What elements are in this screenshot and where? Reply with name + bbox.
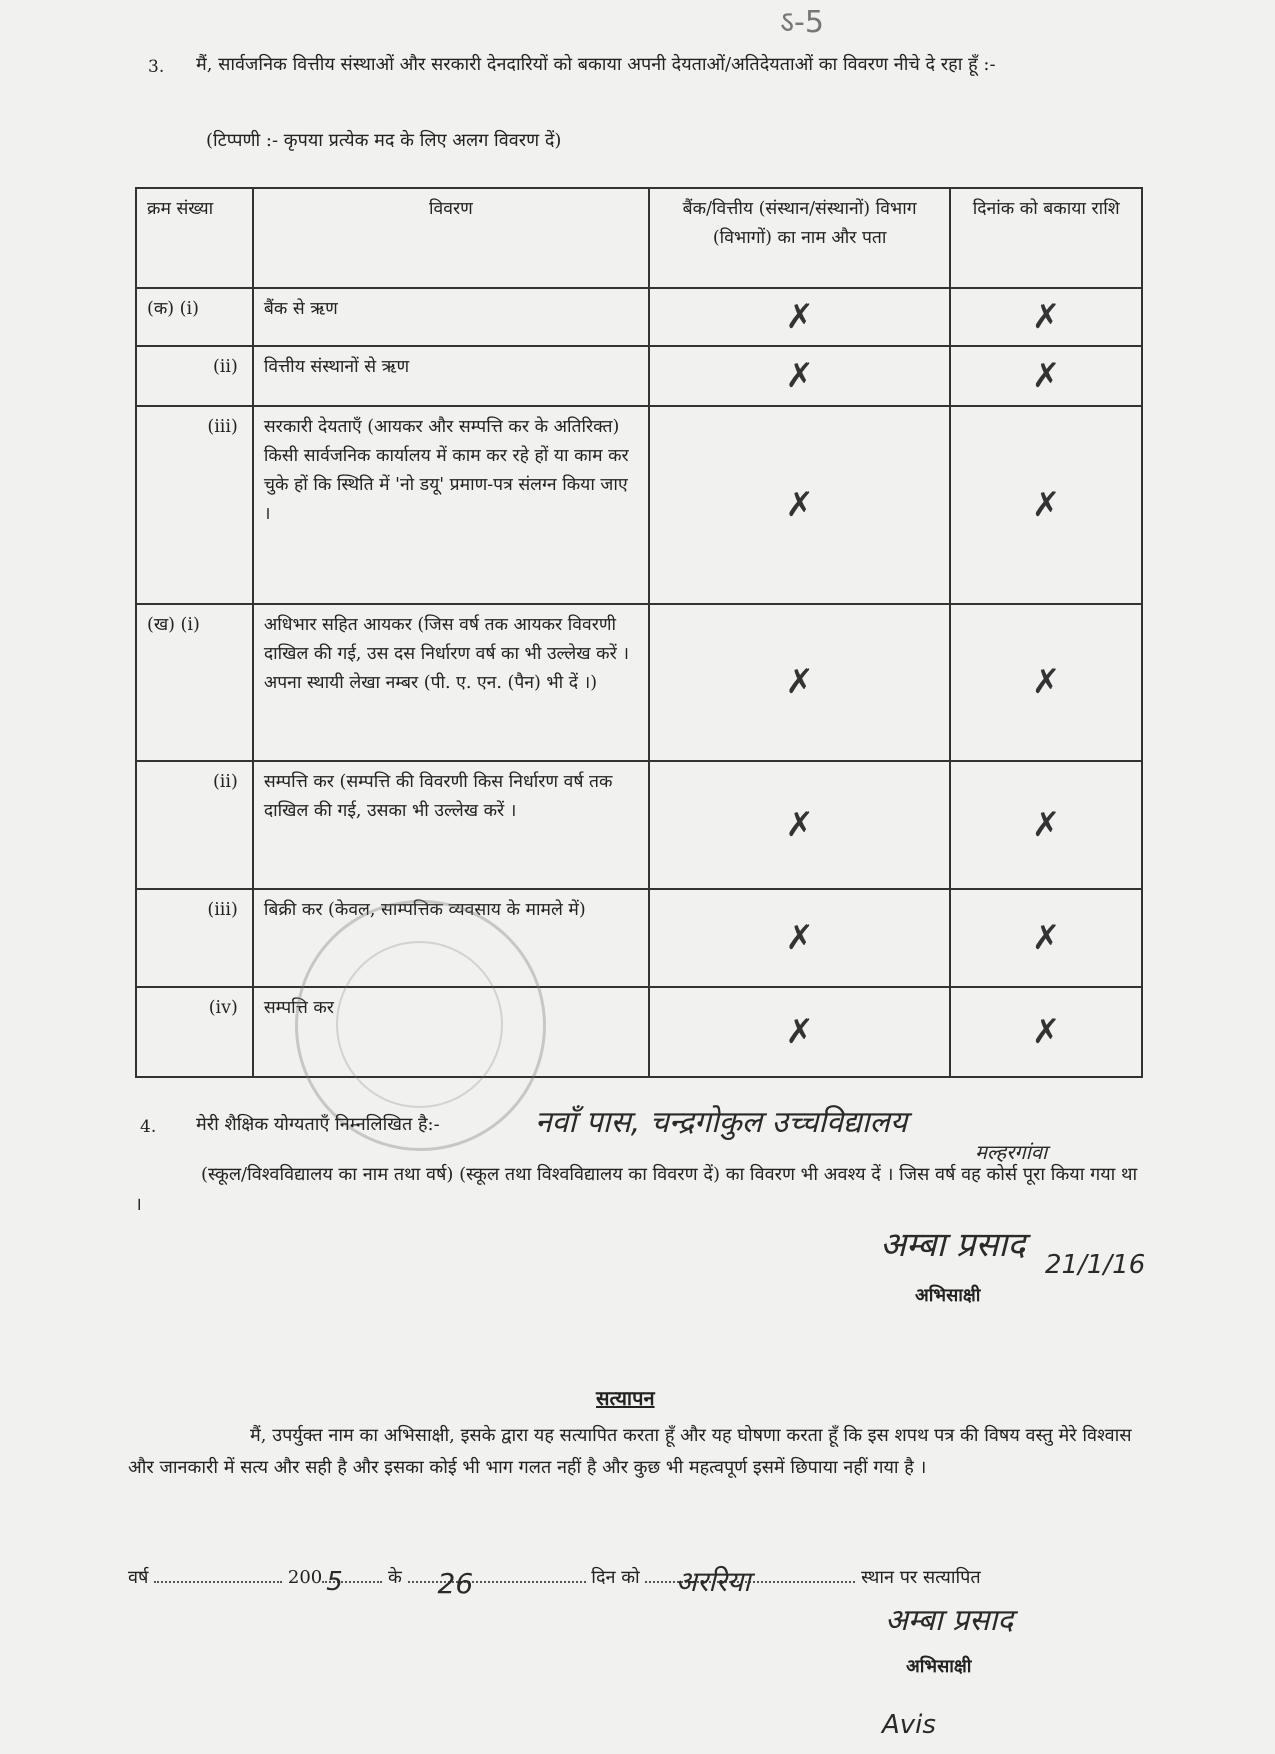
section3-number: 3. [148, 57, 165, 77]
row-description: बैंक से ऋण [253, 288, 649, 346]
section3-note: (टिप्पणी :- कृपया प्रत्येक मद के लिए अलग विवरण दें) [206, 130, 562, 151]
row-serial: (ii) [136, 761, 253, 889]
row-description: सम्पत्ति कर [253, 987, 649, 1077]
table-row [136, 346, 1142, 406]
table-row [136, 889, 1142, 987]
signature-1-date: 21/1/16 [1045, 1250, 1146, 1280]
row-amount-mark: ✗ [950, 346, 1142, 406]
deponent-label-1: अभिसाक्षी [915, 1285, 981, 1306]
table-row [136, 288, 1142, 346]
section3-intro: मैं, सार्वजनिक वित्तीय संस्थाओं और सरकारी देनदारियों को बकाया अपनी देयताओं/अतिदेयताओं का विवरण नीचे दे रहा हूँ :- [196, 54, 996, 75]
row-serial: (ii) [136, 346, 253, 406]
row-serial: (iii) [136, 406, 253, 604]
row-bank-mark: ✗ [649, 346, 950, 406]
deponent-label-2: अभिसाक्षी [906, 1656, 972, 1677]
section4-label: मेरी शैक्षिक योग्यताएँ निम्नलिखित है:- [196, 1114, 440, 1135]
place-suffix: स्थान पर सत्यापित [861, 1567, 981, 1588]
row-bank-mark: ✗ [649, 761, 950, 889]
row-serial: (iii) [136, 889, 253, 987]
year-prefix: 200 [287, 1567, 323, 1588]
table-row [136, 604, 1142, 761]
header-serial: क्रम संख्या [136, 188, 253, 288]
education-handwritten: नवाँ पास, चन्द्रगोकुल उच्चविद्यालय [535, 1105, 908, 1140]
bottom-initial: Avis [882, 1710, 936, 1740]
year-label: वर्ष [128, 1567, 149, 1588]
place-handwritten: अररिया [675, 1565, 751, 1598]
row-amount-mark: ✗ [950, 604, 1142, 761]
verification-text: मैं, उपर्युक्त नाम का अभिसाक्षी, इसके द्वारा यह सत्यापित करता हूँ और यह घोषणा करता हूँ कि इस शपथ पत्र की विषय वस्तु मेरे विश्वास और जानकारी में सत्य और सही है और इसका कोई भी भाग गलत नहीं है और कुछ भी महत्वपूर्ण इसमें छिपाया नहीं गया है । [128, 1425, 1132, 1478]
section4-instruction: (स्कूल/विश्वविद्यालय का नाम तथा वर्ष) (स्कूल तथा विश्वविद्यालय का विवरण दें) का विवरण भी अवश्य दें । जिस वर्ष वह कोर्स पूरा किया गया था । [135, 1164, 1138, 1215]
table-row [136, 987, 1142, 1077]
row-description: सरकारी देयताएँ (आयकर और सम्पत्ति कर के अतिरिक्त) किसी सार्वजनिक कार्यालय में काम कर रहे हों या काम कर चुके हों कि स्थिति में 'नो डयू' प्रमाण-पत्र संलग्न किया जाए । [253, 406, 649, 604]
row-amount-mark: ✗ [950, 889, 1142, 987]
row-serial: (ख) (i) [136, 604, 253, 761]
row-bank-mark: ✗ [649, 987, 950, 1077]
row-description: बिक्री कर (केवल, साम्पत्तिक व्यवसाय के मामले में) [253, 889, 649, 987]
row-bank-mark: ✗ [649, 604, 950, 761]
row-amount-mark: ✗ [950, 987, 1142, 1077]
din-ko-label: दिन को [591, 1567, 640, 1588]
row-description: वित्तीय संस्थानों से ऋण [253, 346, 649, 406]
deponent-signature-1: अम्बा प्रसाद [880, 1225, 1026, 1265]
row-description: सम्पत्ति कर (सम्पत्ति की विवरणी किस निर्धारण वर्ष तक दाखिल की गई, उसका भी उल्लेख करें । [253, 761, 649, 889]
row-bank-mark: ✗ [649, 406, 950, 604]
row-bank-mark: ✗ [649, 889, 950, 987]
verification-date-line [128, 1563, 981, 1600]
header-description: विवरण [253, 188, 649, 288]
day-handwritten: 26 [437, 1567, 474, 1600]
row-description: अधिभार सहित आयकर (जिस वर्ष तक आयकर विवरणी दाखिल की गई, उस दस निर्धारण वर्ष का भी उल्लेख करें । अपना स्थायी लेखा नम्बर (पी. ए. एन. (पैन) भी दें ।) [253, 604, 649, 761]
header-outstanding-amount: दिनांक को बकाया राशि [950, 188, 1142, 288]
section4-number: 4. [140, 1117, 157, 1137]
corner-mark: ऽ-5 [780, 5, 824, 40]
row-amount-mark: ✗ [950, 288, 1142, 346]
education-place-handwritten: मल्हरगांवा [975, 1140, 1048, 1164]
verification-title: सत्यापन [596, 1386, 655, 1410]
deponent-signature-2: अम्बा प्रसाद [885, 1603, 1014, 1638]
row-serial: (क) (i) [136, 288, 253, 346]
row-amount-mark: ✗ [950, 406, 1142, 604]
ke-label: के [387, 1567, 402, 1588]
row-amount-mark: ✗ [950, 761, 1142, 889]
year-handwritten: 5 [326, 1567, 343, 1597]
table-row [136, 406, 1142, 604]
liabilities-table [135, 187, 1143, 1078]
row-bank-mark: ✗ [649, 288, 950, 346]
row-serial: (iv) [136, 987, 253, 1077]
header-bank-name: बैंक/वित्तीय (संस्थान/संस्थानों) विभाग (विभागों) का नाम और पता [649, 188, 950, 288]
table-row [136, 761, 1142, 889]
